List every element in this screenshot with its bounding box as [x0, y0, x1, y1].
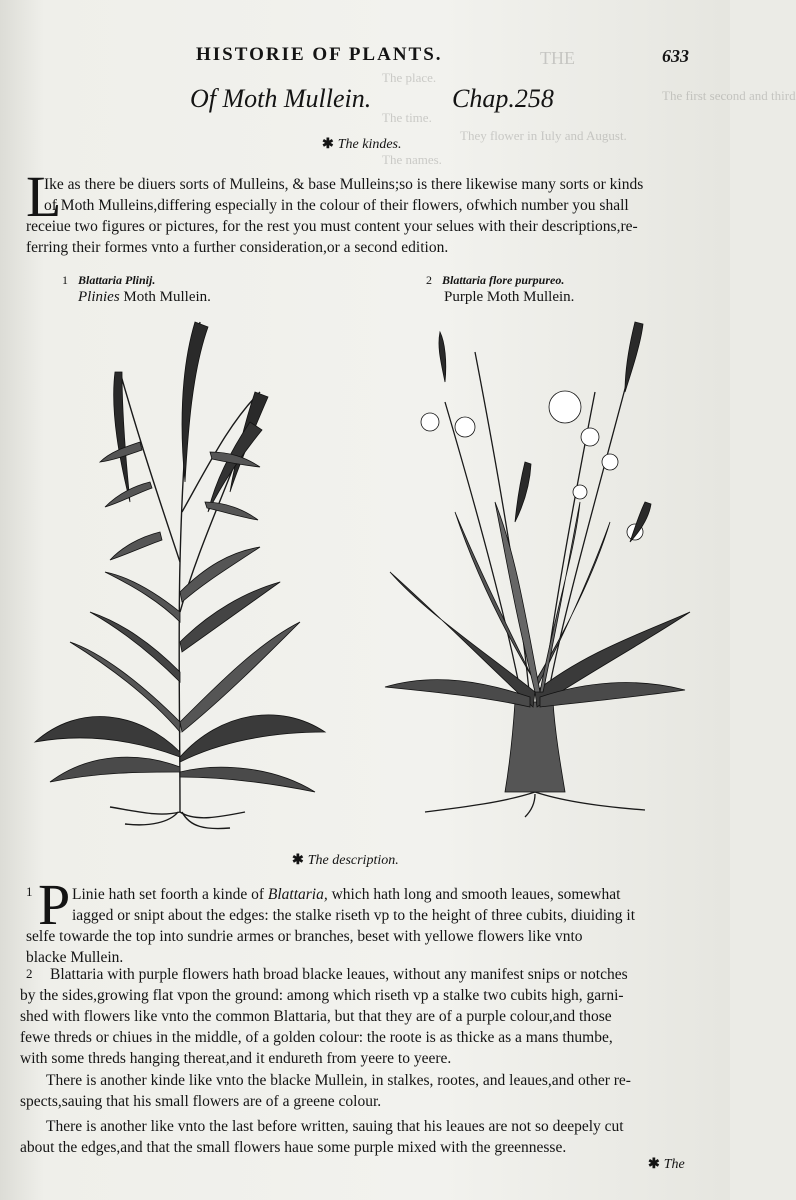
text-line: selfe towarde the top into sundrie armes or branches, beset with yellowe flowers like vnto — [26, 928, 583, 945]
text-line: fewe threds or chiues in the middle, of a golden colour: the roote is as thicke as a mans thumbe, — [20, 1029, 613, 1046]
text-run: which hath long and smooth leaues, somewhat — [327, 886, 621, 903]
showthrough-text: The first second and third — [662, 88, 796, 103]
figure-number: 1 — [62, 273, 68, 287]
kindes-heading — [322, 136, 402, 153]
text-run-italic: Blattaria, — [267, 886, 328, 903]
text-line: shed with flowers like vnto the common Blattaria, but that they are of a purple colour,and those — [20, 1008, 612, 1025]
chapter-number: Chap.258 — [452, 84, 554, 113]
text-line: blacke Mullein. — [26, 949, 124, 966]
paragraph-number: 2 — [26, 966, 33, 981]
drop-cap: P — [38, 872, 71, 937]
latin-name: Blattaria Plinij. — [78, 273, 156, 287]
text-line — [72, 884, 620, 905]
text-line: about the edges,and that the small flowers haue some purple mixed with the greennesse. — [20, 1139, 567, 1156]
drop-cap: L — [26, 164, 62, 229]
text-run: Linie — [72, 886, 105, 903]
figure-2-caption — [426, 272, 574, 306]
figure-number: 2 — [426, 273, 432, 287]
text-line: ferring their formes vnto a further consideration,or a second edition. — [26, 239, 449, 256]
text-line: with some threds hanging thereat,and it endureth from yeere to yeere. — [20, 1050, 452, 1067]
catchword — [648, 1156, 685, 1173]
figure-1-caption — [62, 272, 211, 306]
asterisk-icon: ✱ — [648, 1157, 660, 1172]
description-heading — [292, 852, 399, 869]
text-line: There is another like vnto the last before written, sauing that his leaues are not so deepely cut — [46, 1118, 624, 1135]
text-line: spects,sauing that his small flowers are of a greene colour. — [20, 1093, 382, 1110]
catchword-text: The — [663, 1157, 685, 1172]
chapter-title: Of Moth Mullein. — [190, 84, 372, 113]
english-name: Moth Mullein. — [123, 289, 211, 305]
english-name-italic: Plinies — [78, 289, 120, 305]
asterisk-icon: ✱ — [322, 137, 334, 152]
asterisk-icon: ✱ — [292, 853, 304, 868]
paragraph-number: 1 — [26, 884, 33, 899]
kindes-heading-text: The kindes. — [337, 137, 402, 152]
purple-moth-mullein-woodcut — [385, 312, 695, 817]
text-line: of Moth Mulleins,differing especially in the colour of their flowers, ofwhich number you shall — [44, 197, 629, 214]
showthrough-text: The place. — [382, 70, 437, 85]
description-heading-text: The description. — [307, 853, 399, 868]
page-number: 633 — [662, 46, 689, 66]
text-run: hath set foorth a kinde of — [104, 886, 268, 903]
latin-name: Blattaria flore purpureo. — [442, 273, 565, 287]
text-line: by the sides,growing flat vpon the ground: among which riseth vp a stalke two cubits high, garni- — [20, 987, 624, 1004]
text-line: There is another kinde like vnto the blacke Mullein, in stalkes, rootes, and leaues,and other re- — [46, 1072, 631, 1089]
text-line: Blattaria with purple flowers hath broad blacke leaues, without any manifest snips or notches — [50, 966, 628, 983]
showthrough-text: The time. — [382, 110, 432, 125]
text-line: iagged or snipt about the edges: the stalke riseth vp to the height of three cubits, diuiding it — [72, 907, 636, 924]
text-line: Ike as there be diuers sorts of Mulleins, & base Mulleins;so is there likewise many sorts or kinds — [44, 176, 644, 193]
showthrough-text: They flower in Iuly and August. — [460, 128, 627, 143]
plinies-moth-mullein-woodcut — [30, 312, 330, 832]
showthrough-text: THE — [540, 48, 575, 68]
showthrough-text: The names. — [382, 152, 442, 167]
text-line: receiue two figures or pictures, for the rest you must content your selues with their descriptions,re- — [26, 218, 638, 235]
english-name: Purple Moth Mullein. — [444, 289, 575, 305]
running-head: HISTORIE OF PLANTS. — [196, 44, 443, 65]
